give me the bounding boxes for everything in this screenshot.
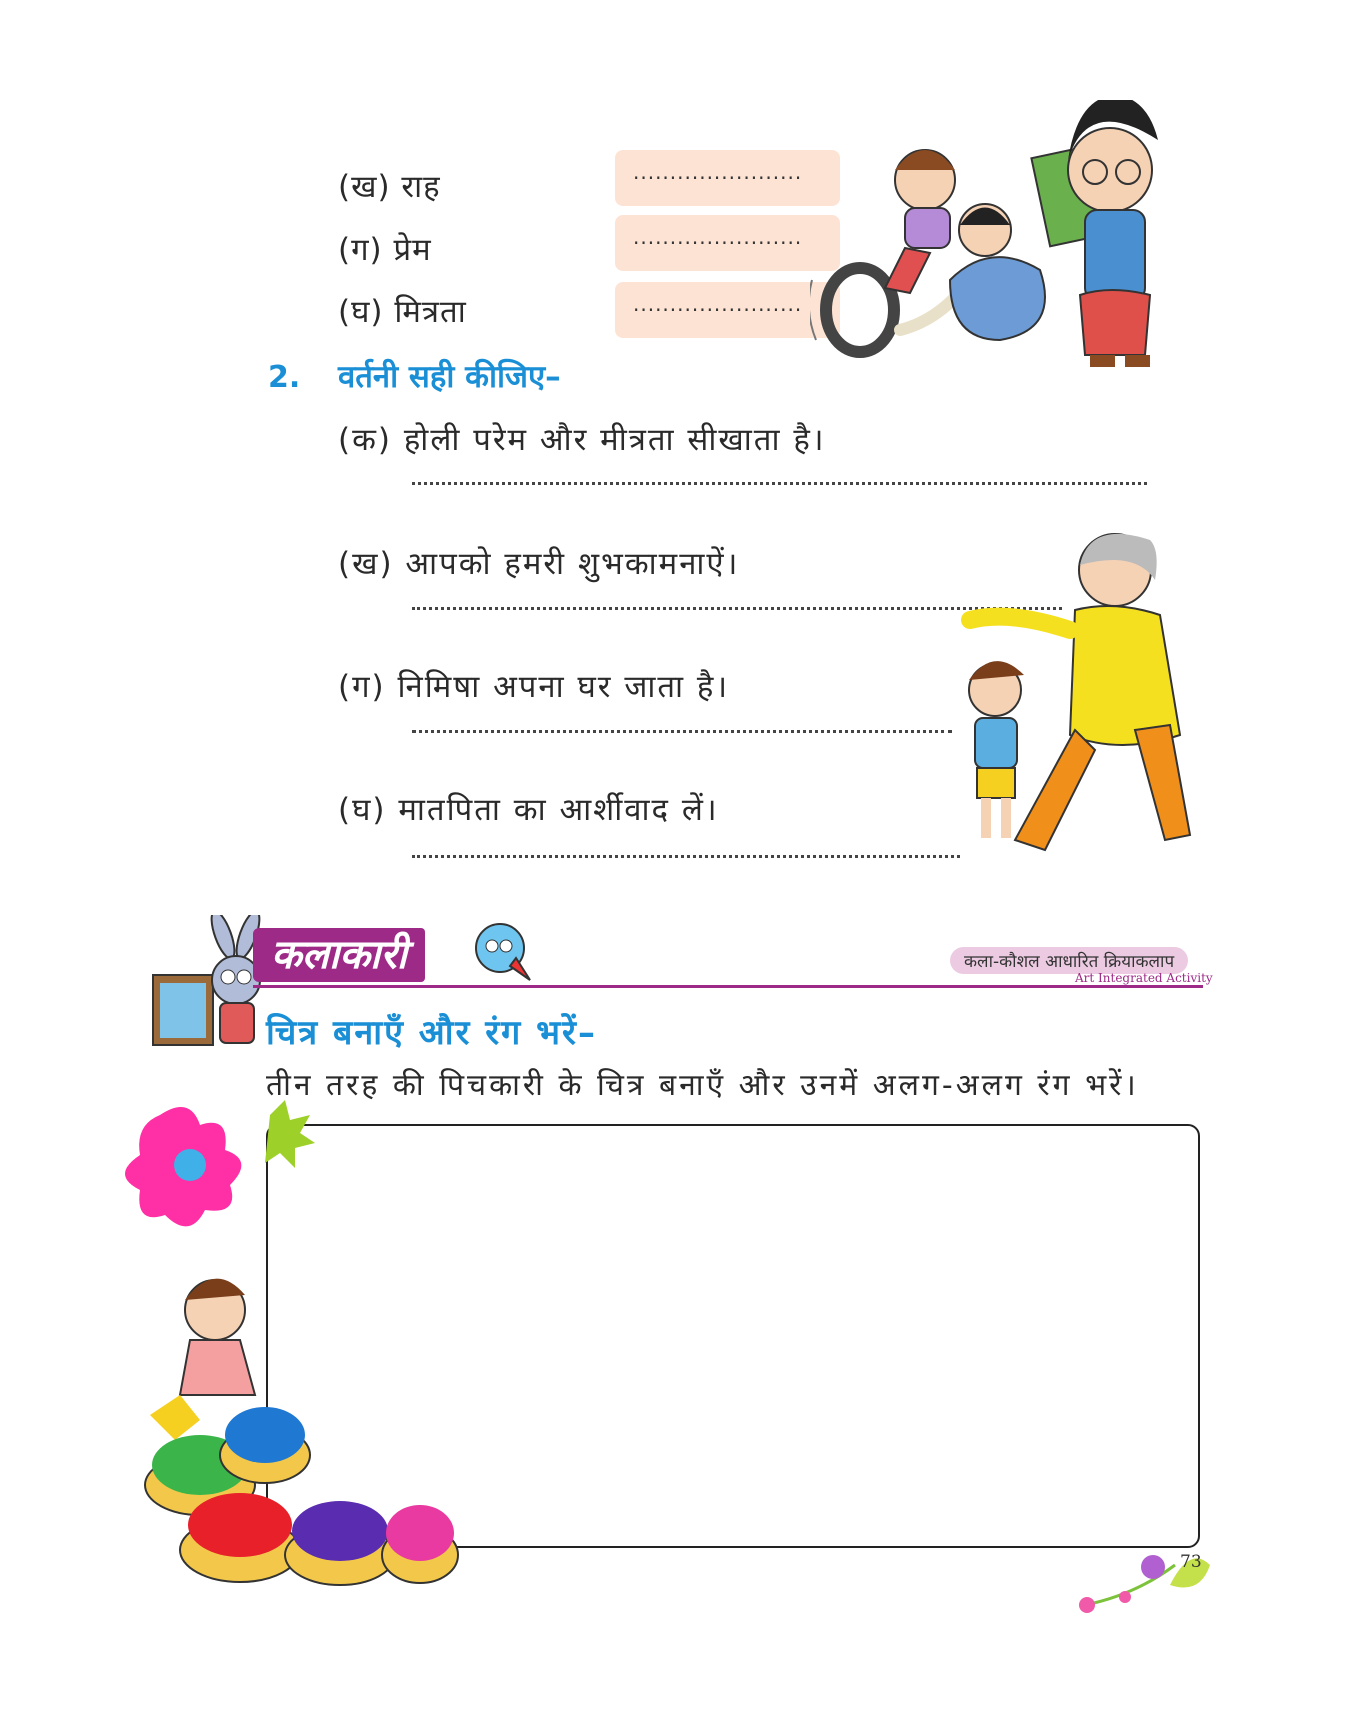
activity-tag-english: Art Integrated Activity <box>1075 971 1213 985</box>
pencil-mascot-icon <box>470 918 540 988</box>
q1-row-label: (ग) प्रेम <box>338 232 432 268</box>
kids-playing-illustration <box>810 100 1230 385</box>
art-banner: कलाकारी <box>253 928 425 982</box>
q1-row-label: (ख) राह <box>338 169 441 205</box>
rabbit-painter-illustration <box>148 915 268 1065</box>
holi-colors-illustration <box>120 1095 460 1605</box>
elder-blessing-illustration <box>945 530 1205 870</box>
sentence-item: (क) होली परेम और मीत्रता सीखाता है। <box>338 422 826 458</box>
sentence-item: (घ) मातपिता का आर्शीवाद लें। <box>338 792 719 828</box>
answer-line[interactable] <box>412 482 1147 485</box>
sentence-item: (ख) आपको हमरी शुभकामनाऐं। <box>338 546 740 582</box>
answer-dots: ....................... <box>633 225 803 249</box>
section-rule <box>253 985 1203 988</box>
question-number: 2. <box>268 360 301 395</box>
activity-instruction: तीन तरह की पिचकारी के चित्र बनाएँ और उनमें अलग-अलग रंग भरें। <box>266 1068 1139 1103</box>
answer-dots: ....................... <box>633 292 803 316</box>
answer-box[interactable] <box>615 150 840 206</box>
answer-line[interactable] <box>412 855 960 858</box>
activity-tag: कला-कौशल आधारित क्रियाकलाप <box>950 947 1188 974</box>
activity-title: चित्र बनाएँ और रंग भरें– <box>266 1013 597 1053</box>
question-title: वर्तनी सही कीजिए– <box>338 359 561 395</box>
answer-box[interactable] <box>615 215 840 271</box>
sentence-item: (ग) निमिषा अपना घर जाता है। <box>338 669 730 705</box>
answer-dots: ....................... <box>633 160 803 184</box>
tyre-icon <box>810 268 894 352</box>
page-number: 73 <box>1180 1552 1202 1572</box>
q1-row-label: (घ) मित्रता <box>338 294 467 330</box>
answer-box[interactable] <box>615 282 840 338</box>
answer-line[interactable] <box>412 730 952 733</box>
